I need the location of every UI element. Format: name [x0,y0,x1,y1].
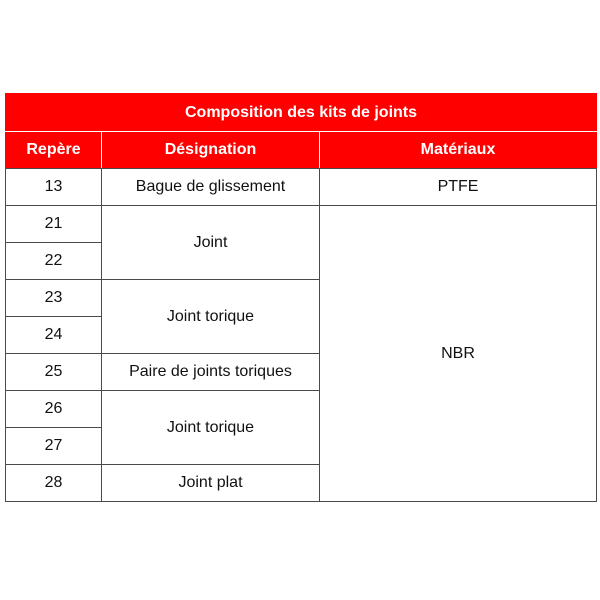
seal-kit-table [5,93,597,502]
header-designation: Désignation [102,132,320,169]
designation-cell: Joint plat [102,465,320,502]
repere-cell: 27 [6,428,102,465]
designation-cell: Paire de joints toriques [102,354,320,391]
designation-cell: Joint torique [102,280,320,354]
repere-cell: 24 [6,317,102,354]
materiau-cell: PTFE [320,169,597,206]
materiau-cell: NBR [320,206,597,502]
header-repere: Repère [6,132,102,169]
table-row [6,206,597,243]
repere-cell: 25 [6,354,102,391]
designation-cell: Joint [102,206,320,280]
designation-cell: Joint torique [102,391,320,465]
designation-cell: Bague de glissement [102,169,320,206]
repere-cell: 22 [6,243,102,280]
repere-cell: 23 [6,280,102,317]
header-materiaux: Matériaux [320,132,597,169]
table-title: Composition des kits de joints [6,94,597,132]
repere-cell: 13 [6,169,102,206]
table-title-row [6,94,597,132]
table-row [6,169,597,206]
repere-cell: 26 [6,391,102,428]
repere-cell: 28 [6,465,102,502]
table-header-row [6,132,597,169]
repere-cell: 21 [6,206,102,243]
